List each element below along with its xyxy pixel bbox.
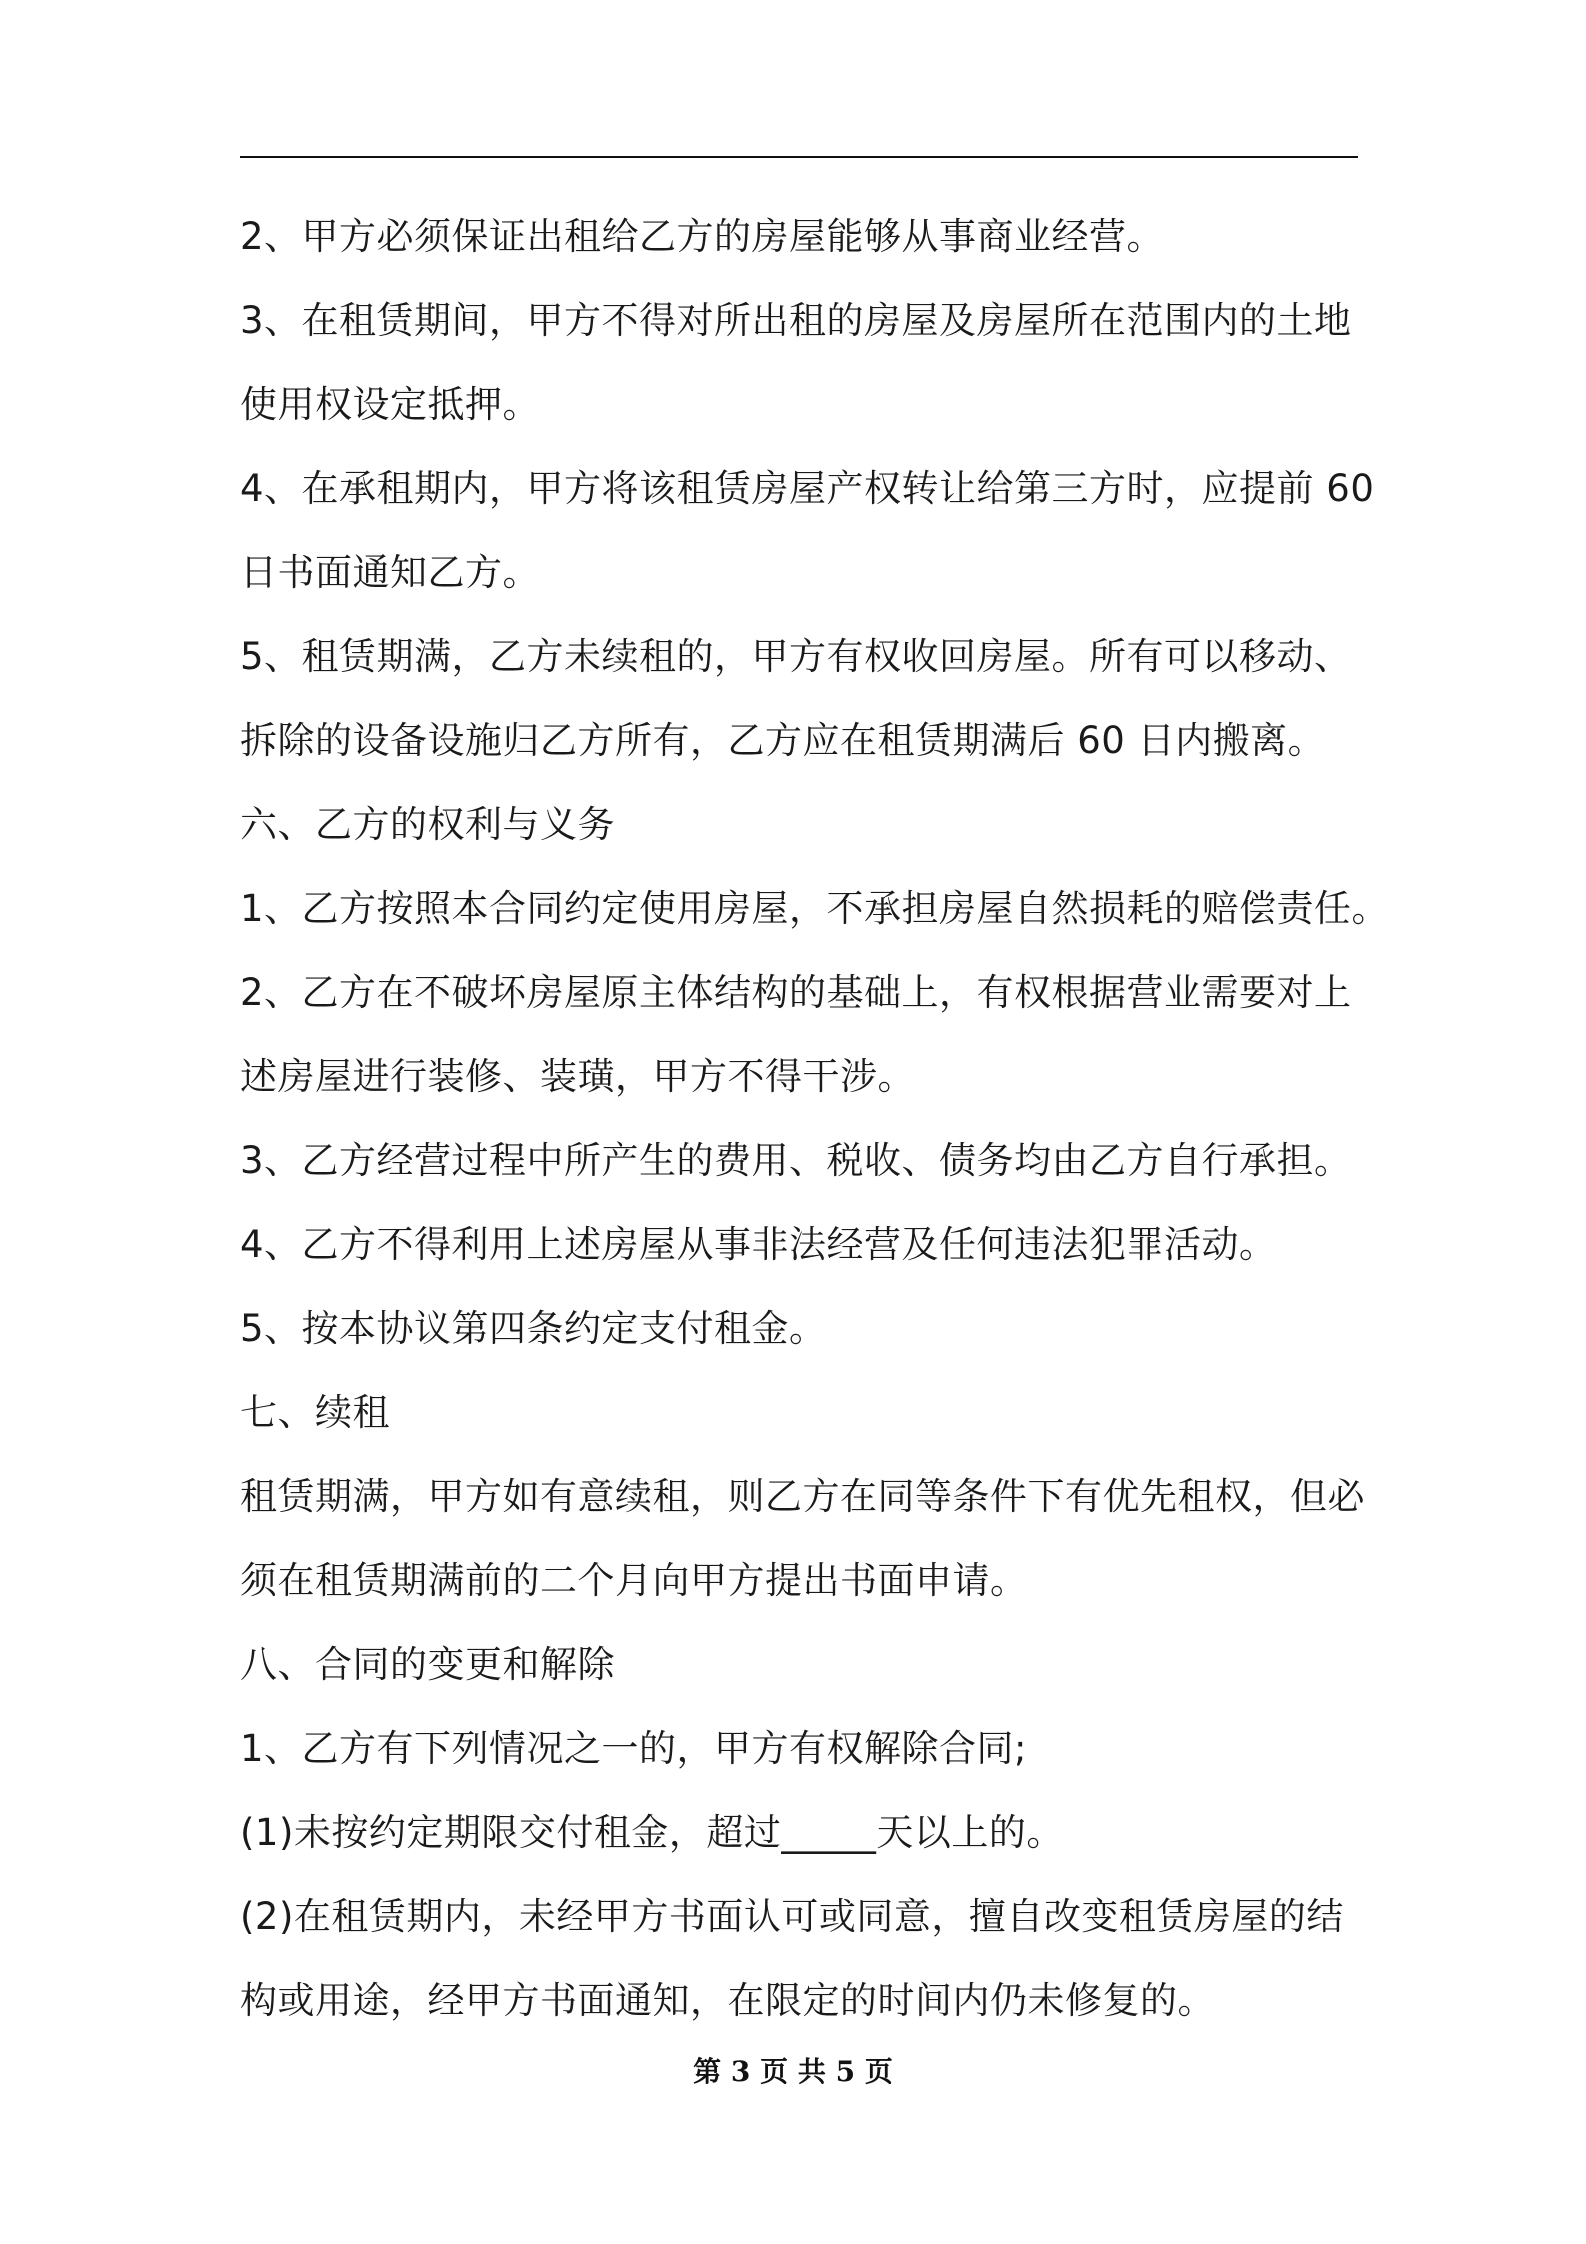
clause-line: 须在租赁期满前的二个月向甲方提出书面申请。 <box>240 1559 1028 1602</box>
clause-line: 3、乙方经营过程中所产生的费用、税收、债务均由乙方自行承担。 <box>240 1139 1352 1182</box>
clause-line: 5、按本协议第四条约定支付租金。 <box>240 1307 827 1350</box>
section-heading: 七、续租 <box>240 1391 390 1434</box>
clause-line: 日书面通知乙方。 <box>240 551 540 594</box>
clause-line: 1、乙方有下列情况之一的，甲方有权解除合同; <box>240 1727 1028 1770</box>
clause-line: 述房屋进行装修、装璜，甲方不得干涉。 <box>240 1055 915 1098</box>
clause-line: 租赁期满，甲方如有意续租，则乙方在同等条件下有优先租权，但必 <box>240 1475 1365 1518</box>
section-heading: 八、合同的变更和解除 <box>240 1643 615 1686</box>
clause-line: 构或用途，经甲方书面通知，在限定的时间内仍未修复的。 <box>240 1979 1215 2022</box>
clause-line: 2、甲方必须保证出租给乙方的房屋能够从事商业经营。 <box>240 215 1165 258</box>
clause-line: 拆除的设备设施归乙方所有，乙方应在租赁期满后 60 日内搬离。 <box>240 719 1326 762</box>
clause-line: 使用权设定抵押。 <box>240 383 540 426</box>
clause-line: 5、租赁期满，乙方未续租的，甲方有权收回房屋。所有可以移动、 <box>240 635 1352 678</box>
clause-line: (2)在租赁期内，未经甲方书面认可或同意，擅自改变租赁房屋的结 <box>240 1895 1344 1938</box>
clause-line: 4、在承租期内，甲方将该租赁房屋产权转让给第三方时，应提前 60 <box>240 467 1375 510</box>
clause-line: 4、乙方不得利用上述房屋从事非法经营及任何违法犯罪活动。 <box>240 1223 1277 1266</box>
header-rule <box>240 156 1358 158</box>
page-number: 第 3 页 共 5 页 <box>693 2055 893 2088</box>
clause-line: 2、乙方在不破坏房屋原主体结构的基础上，有权根据营业需要对上 <box>240 971 1352 1014</box>
clause-line: 3、在租赁期间，甲方不得对所出租的房屋及房屋所在范围内的土地 <box>240 299 1352 342</box>
clause-line: (1)未按约定期限交付租金，超过_____天以上的。 <box>240 1811 1064 1854</box>
document-body <box>240 195 1400 2043</box>
section-heading: 六、乙方的权利与义务 <box>240 803 615 846</box>
clause-line: 1、乙方按照本合同约定使用房屋，不承担房屋自然损耗的赔偿责任。 <box>240 887 1390 930</box>
